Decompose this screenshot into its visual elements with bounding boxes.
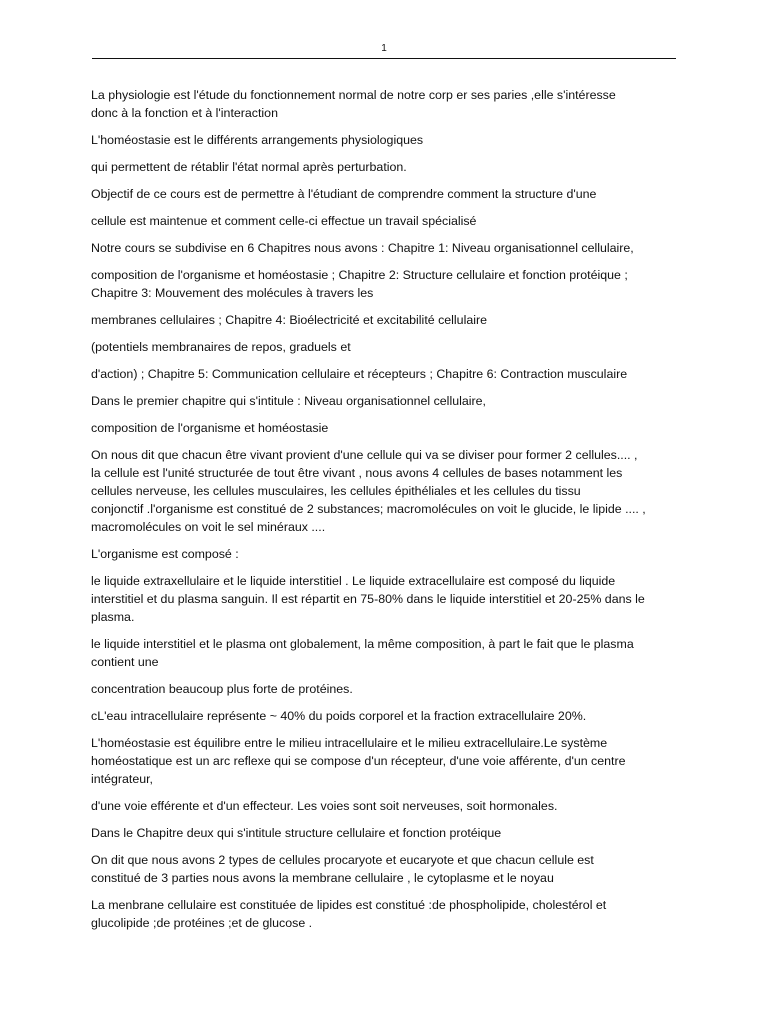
paragraph: On dit que nous avons 2 types de cellules procaryote et eucaryote et que chacun cellule est constitué de 3 parties nous avons la membrane cellulaire , le cytoplasme et le noyau: [91, 853, 594, 885]
paragraph: L'organisme est composé :: [91, 547, 239, 561]
paragraph: d'une voie efférente et d'un effecteur. Les voies sont soit nerveuses, soit hormonales.: [91, 799, 558, 813]
paragraph: cL'eau intracellulaire représente ~ 40% du poids corporel et la fraction extracellulaire 20%.: [91, 709, 587, 723]
paragraph: cellule est maintenue et comment celle-ci effectue un travail spécialisé: [91, 214, 477, 228]
page-number: 1: [381, 43, 387, 54]
paragraph: concentration beaucoup plus forte de protéines.: [91, 682, 353, 696]
paragraph: le liquide interstitiel et le plasma ont globalement, la même composition, à part le fait que le plasma contient une: [91, 637, 634, 669]
paragraph: Dans le premier chapitre qui s'intitule : Niveau organisationnel cellulaire,: [91, 394, 486, 408]
paragraph: On nous dit que chacun être vivant provient d'une cellule qui va se diviser pour former 2 cellules.... , la cellule est l'unité structurée de tout être vivant , nous avons 4 cellules de bases notamment les cellules nerveuse, les cellules musculaires, les cellules épithéliales et les cellules du tissu conjonctif .l'organisme est constitué de 2 substances; macromolécules on voit le glucide, le lipide .... , macromolécules on voit le sel minéraux ....: [91, 448, 646, 534]
paragraph: Objectif de ce cours est de permettre à l'étudiant de comprendre comment la structure d'une: [91, 187, 597, 201]
paragraph: La menbrane cellulaire est constituée de lipides est constitué :de phospholipide, cholestérol et glucolipide ;de protéines ;et de glucose .: [91, 898, 607, 930]
paragraph: membranes cellulaires ; Chapitre 4: Bioélectricité et excitabilité cellulaire: [91, 313, 487, 327]
paragraph: d'action) ; Chapitre 5: Communication cellulaire et récepteurs ; Chapitre 6: Contraction musculaire: [91, 367, 628, 381]
paragraph: (potentiels membranaires de repos, graduels et: [91, 340, 351, 354]
paragraph: Dans le Chapitre deux qui s'intitule structure cellulaire et fonction protéique: [91, 826, 502, 840]
paragraph: Notre cours se subdivise en 6 Chapitres nous avons : Chapitre 1: Niveau organisationnel cellulaire,: [91, 241, 634, 255]
paragraph: La physiologie est l'étude du fonctionnement normal de notre corp er ses paries ,elle s'intéresse donc à la fonction et à l'interaction: [91, 88, 616, 120]
paragraph: le liquide extraxellulaire et le liquide interstitiel . Le liquide extracellulaire est composé du liquide interstitiel et du plasma sanguin. Il est répartit en 75-80% dans le liquide interstitiel et 20-25% dans le plasma.: [91, 574, 645, 624]
paragraph: composition de l'organisme et homéostasie ; Chapitre 2: Structure cellulaire et fonction protéique ; Chapitre 3: Mouvement des molécules à travers les: [91, 268, 628, 300]
paragraph: L'homéostasie est équilibre entre le milieu intracellulaire et le milieu extracellulaire.Le système homéostatique est un arc reflexe qui se compose d'un récepteur, d'une voie afférente, d'un centre intégrateur,: [91, 736, 626, 786]
paragraph: composition de l'organisme et homéostasie: [91, 421, 329, 435]
paragraph: L'homéostasie est le différents arrangements physiologiques: [91, 133, 424, 147]
document-body: [91, 86, 681, 941]
paragraph: qui permettent de rétablir l'état normal après perturbation.: [91, 160, 407, 174]
header-rule: [92, 58, 676, 59]
